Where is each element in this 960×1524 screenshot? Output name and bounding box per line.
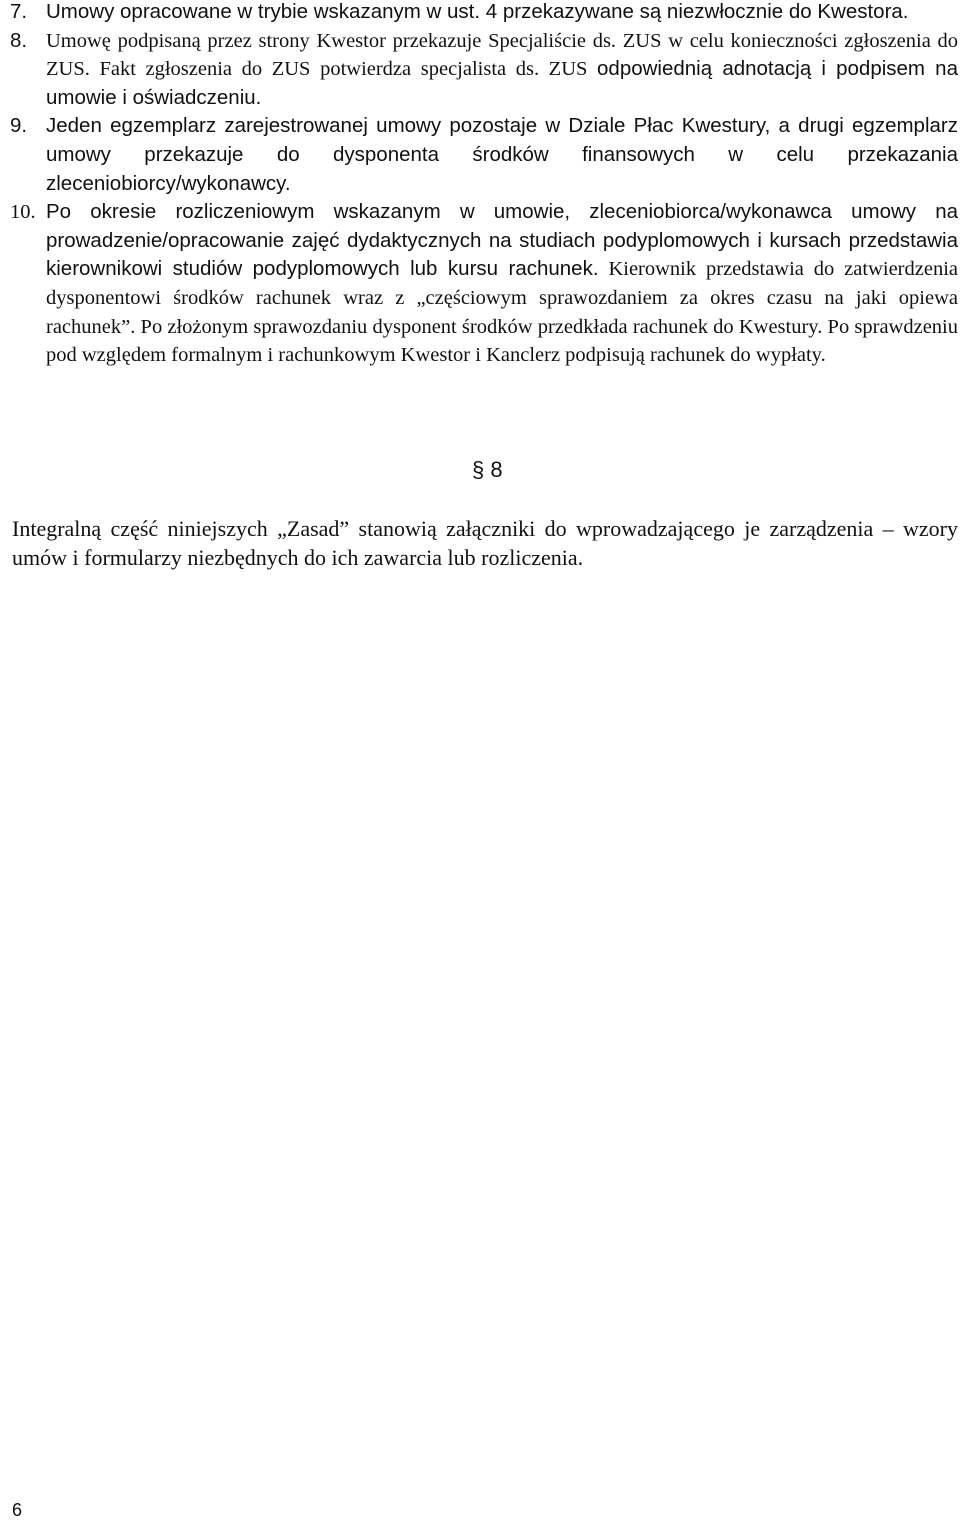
numbered-list xyxy=(10,0,958,370)
page-number: 6 xyxy=(12,1500,23,1520)
list-item-number: 7. xyxy=(10,0,28,23)
list-item-8 xyxy=(10,27,958,113)
section-heading: § 8 xyxy=(472,457,503,482)
list-item-10 xyxy=(10,198,958,370)
list-item-text: Umowy opracowane w trybie wskazanym w ust. 4 przekazywane są niezwłocznie do Kwestora. xyxy=(46,0,909,23)
section-body: Integralną część niniejszych „Zasad” stanowią załączniki do wprowadzającego je zarządzenia – wzory umów i formularzy niezbędnych do ich zawarcia lub rozliczenia. xyxy=(12,516,958,570)
list-item-7 xyxy=(10,0,958,27)
list-item-number: 10. xyxy=(10,201,36,224)
list-item-text: Po okresie rozliczeniowym wskazanym w umowie, zleceniobiorca/wykonawca umowy na prowadzenie/opracowanie zajęć dydaktycznych na studiach podyplomowych i kursach przedstawia kierownikowi studiów podyplomowych lub kursu rachunek. xyxy=(46,200,958,281)
list-item-text-continuation: odpowiednią adnotacją i podpisem na umowie i oświadczeniu. xyxy=(46,57,958,109)
list-item-number: 8. xyxy=(10,28,28,52)
list-item-text-continuation: Kierownik przedstawia do zatwierdzenia dysponentowi środków rachunek wraz z „częściowym sprawozdaniem za okres czasu na jaki opiewa rachunek”. Po złożonym sprawozdaniu dysponent środków przedkłada rachunek do Kwestury. Po sprawdzeniu pod względem formalnym i rachunkowym Kwestor i Kanclerz podpisują rachunek do wypłaty. xyxy=(46,258,958,367)
list-item-number: 9. xyxy=(10,114,28,138)
list-item-9 xyxy=(10,112,958,198)
list-item-text: Jeden egzemplarz zarejestrowanej umowy pozostaje w Dziale Płac Kwestury, a drugi egzemplarz umowy przekazuje do dysponenta środków finansowych w celu przekazania zleceniobiorcy/wykonawcy. xyxy=(46,114,958,195)
list-item-text: Umowę podpisaną przez strony Kwestor przekazuje Specjaliście ds. ZUS w celu konieczności zgłoszenia do ZUS. Fakt zgłoszenia do ZUS potwierdza specjalista ds. ZUS xyxy=(46,29,958,81)
